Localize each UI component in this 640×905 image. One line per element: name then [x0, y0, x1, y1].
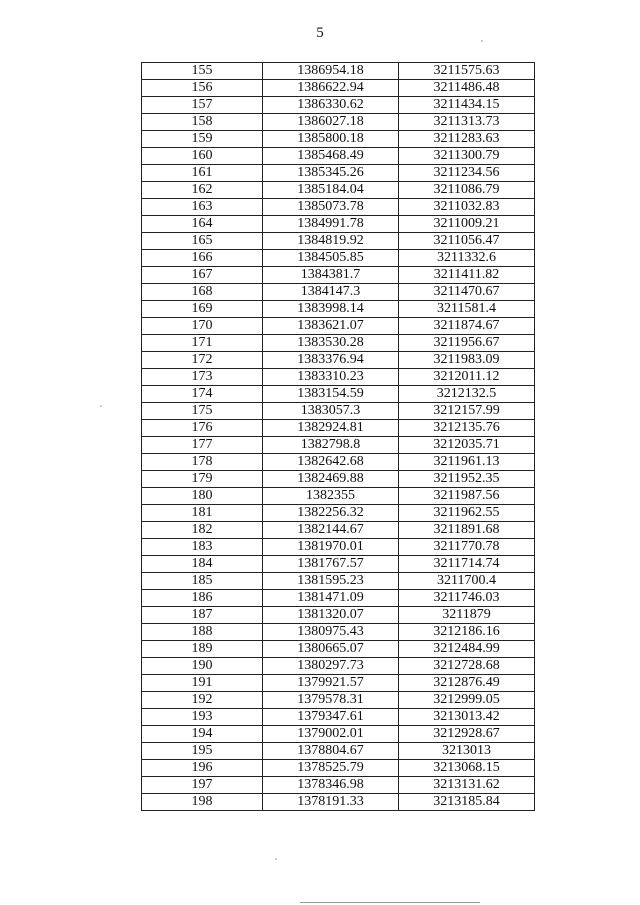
- table-row: [142, 607, 535, 624]
- point-number-cell: 160: [142, 148, 263, 165]
- point-number-cell: 164: [142, 216, 263, 233]
- table-row: [142, 675, 535, 692]
- y-coordinate-cell: 3213068.15: [399, 760, 535, 777]
- table-row: [142, 743, 535, 760]
- x-coordinate-cell: 1378191.33: [263, 794, 399, 811]
- table-row: [142, 216, 535, 233]
- y-coordinate-cell: 3212135.76: [399, 420, 535, 437]
- table-row: [142, 114, 535, 131]
- x-coordinate-cell: 1382642.68: [263, 454, 399, 471]
- point-number-cell: 167: [142, 267, 263, 284]
- x-coordinate-cell: 1379921.57: [263, 675, 399, 692]
- table-row: [142, 437, 535, 454]
- table-row: [142, 80, 535, 97]
- x-coordinate-cell: 1385184.04: [263, 182, 399, 199]
- x-coordinate-cell: 1383154.59: [263, 386, 399, 403]
- y-coordinate-cell: 3212011.12: [399, 369, 535, 386]
- table-row: [142, 726, 535, 743]
- point-number-cell: 191: [142, 675, 263, 692]
- table-row: [142, 420, 535, 437]
- point-number-cell: 172: [142, 352, 263, 369]
- scan-edge-line: [300, 902, 480, 903]
- table-row: [142, 182, 535, 199]
- y-coordinate-cell: 3211575.63: [399, 63, 535, 80]
- table-row: [142, 199, 535, 216]
- point-number-cell: 180: [142, 488, 263, 505]
- point-number-cell: 178: [142, 454, 263, 471]
- table-row: [142, 352, 535, 369]
- point-number-cell: 162: [142, 182, 263, 199]
- table-row: [142, 556, 535, 573]
- table-row: [142, 131, 535, 148]
- table-row: [142, 301, 535, 318]
- x-coordinate-cell: 1384147.3: [263, 284, 399, 301]
- x-coordinate-cell: 1385073.78: [263, 199, 399, 216]
- y-coordinate-cell: 3212928.67: [399, 726, 535, 743]
- x-coordinate-cell: 1382924.81: [263, 420, 399, 437]
- x-coordinate-cell: 1383376.94: [263, 352, 399, 369]
- point-number-cell: 171: [142, 335, 263, 352]
- y-coordinate-cell: 3212157.99: [399, 403, 535, 420]
- point-number-cell: 189: [142, 641, 263, 658]
- y-coordinate-cell: 3212186.16: [399, 624, 535, 641]
- table-row: [142, 250, 535, 267]
- x-coordinate-cell: 1381471.09: [263, 590, 399, 607]
- point-number-cell: 157: [142, 97, 263, 114]
- table-row: [142, 233, 535, 250]
- table-row: [142, 148, 535, 165]
- table-row: [142, 318, 535, 335]
- point-number-cell: 176: [142, 420, 263, 437]
- point-number-cell: 179: [142, 471, 263, 488]
- y-coordinate-cell: 3211700.4: [399, 573, 535, 590]
- y-coordinate-cell: 3211009.21: [399, 216, 535, 233]
- x-coordinate-cell: 1383310.23: [263, 369, 399, 386]
- point-number-cell: 170: [142, 318, 263, 335]
- table-row: [142, 505, 535, 522]
- table-row: [142, 777, 535, 794]
- x-coordinate-cell: 1385345.26: [263, 165, 399, 182]
- point-number-cell: 187: [142, 607, 263, 624]
- point-number-cell: 173: [142, 369, 263, 386]
- y-coordinate-cell: 3211714.74: [399, 556, 535, 573]
- scan-speck: [100, 405, 102, 407]
- x-coordinate-cell: 1386027.18: [263, 114, 399, 131]
- x-coordinate-cell: 1379347.61: [263, 709, 399, 726]
- point-number-cell: 188: [142, 624, 263, 641]
- point-number-cell: 159: [142, 131, 263, 148]
- x-coordinate-cell: 1385800.18: [263, 131, 399, 148]
- table-row: [142, 641, 535, 658]
- y-coordinate-cell: 3212876.49: [399, 675, 535, 692]
- y-coordinate-cell: 3212132.5: [399, 386, 535, 403]
- y-coordinate-cell: 3211300.79: [399, 148, 535, 165]
- x-coordinate-cell: 1384819.92: [263, 233, 399, 250]
- table-row: [142, 709, 535, 726]
- x-coordinate-cell: 1381767.57: [263, 556, 399, 573]
- y-coordinate-cell: 3211086.79: [399, 182, 535, 199]
- table-row: [142, 488, 535, 505]
- point-number-cell: 156: [142, 80, 263, 97]
- point-number-cell: 196: [142, 760, 263, 777]
- table-row: [142, 97, 535, 114]
- y-coordinate-cell: 3211470.67: [399, 284, 535, 301]
- coordinates-table: [141, 62, 535, 811]
- y-coordinate-cell: 3211956.67: [399, 335, 535, 352]
- table-row: [142, 794, 535, 811]
- point-number-cell: 165: [142, 233, 263, 250]
- table-row: [142, 522, 535, 539]
- point-number-cell: 193: [142, 709, 263, 726]
- table-row: [142, 386, 535, 403]
- y-coordinate-cell: 3213131.62: [399, 777, 535, 794]
- table-row: [142, 590, 535, 607]
- point-number-cell: 155: [142, 63, 263, 80]
- y-coordinate-cell: 3211032.83: [399, 199, 535, 216]
- scan-speck: [275, 858, 277, 860]
- y-coordinate-cell: 3211234.56: [399, 165, 535, 182]
- x-coordinate-cell: 1383621.07: [263, 318, 399, 335]
- x-coordinate-cell: 1382256.32: [263, 505, 399, 522]
- point-number-cell: 166: [142, 250, 263, 267]
- table-row: [142, 369, 535, 386]
- y-coordinate-cell: 3211581.4: [399, 301, 535, 318]
- point-number-cell: 194: [142, 726, 263, 743]
- x-coordinate-cell: 1379578.31: [263, 692, 399, 709]
- y-coordinate-cell: 3211983.09: [399, 352, 535, 369]
- table-row: [142, 539, 535, 556]
- y-coordinate-cell: 3211874.67: [399, 318, 535, 335]
- x-coordinate-cell: 1384991.78: [263, 216, 399, 233]
- point-number-cell: 192: [142, 692, 263, 709]
- x-coordinate-cell: 1386622.94: [263, 80, 399, 97]
- y-coordinate-cell: 3212035.71: [399, 437, 535, 454]
- x-coordinate-cell: 1382798.8: [263, 437, 399, 454]
- table-row: [142, 658, 535, 675]
- point-number-cell: 158: [142, 114, 263, 131]
- point-number-cell: 198: [142, 794, 263, 811]
- y-coordinate-cell: 3211962.55: [399, 505, 535, 522]
- x-coordinate-cell: 1386954.18: [263, 63, 399, 80]
- point-number-cell: 174: [142, 386, 263, 403]
- y-coordinate-cell: 3211987.56: [399, 488, 535, 505]
- point-number-cell: 183: [142, 539, 263, 556]
- x-coordinate-cell: 1381320.07: [263, 607, 399, 624]
- point-number-cell: 182: [142, 522, 263, 539]
- y-coordinate-cell: 3211411.82: [399, 267, 535, 284]
- table-row: [142, 63, 535, 80]
- table-row: [142, 624, 535, 641]
- x-coordinate-cell: 1380297.73: [263, 658, 399, 675]
- table-row: [142, 403, 535, 420]
- point-number-cell: 181: [142, 505, 263, 522]
- y-coordinate-cell: 3213185.84: [399, 794, 535, 811]
- y-coordinate-cell: 3211952.35: [399, 471, 535, 488]
- y-coordinate-cell: 3211891.68: [399, 522, 535, 539]
- table-row: [142, 573, 535, 590]
- y-coordinate-cell: 3213013.42: [399, 709, 535, 726]
- y-coordinate-cell: 3211879: [399, 607, 535, 624]
- y-coordinate-cell: 3213013: [399, 743, 535, 760]
- x-coordinate-cell: 1382355: [263, 488, 399, 505]
- x-coordinate-cell: 1381595.23: [263, 573, 399, 590]
- x-coordinate-cell: 1378804.67: [263, 743, 399, 760]
- point-number-cell: 186: [142, 590, 263, 607]
- table-row: [142, 267, 535, 284]
- point-number-cell: 168: [142, 284, 263, 301]
- y-coordinate-cell: 3211283.63: [399, 131, 535, 148]
- y-coordinate-cell: 3211746.03: [399, 590, 535, 607]
- point-number-cell: 190: [142, 658, 263, 675]
- table-row: [142, 284, 535, 301]
- y-coordinate-cell: 3211332.6: [399, 250, 535, 267]
- x-coordinate-cell: 1382144.67: [263, 522, 399, 539]
- y-coordinate-cell: 3211961.13: [399, 454, 535, 471]
- x-coordinate-cell: 1381970.01: [263, 539, 399, 556]
- point-number-cell: 184: [142, 556, 263, 573]
- y-coordinate-cell: 3212999.05: [399, 692, 535, 709]
- point-number-cell: 197: [142, 777, 263, 794]
- table-row: [142, 471, 535, 488]
- table-row: [142, 760, 535, 777]
- y-coordinate-cell: 3211770.78: [399, 539, 535, 556]
- page-number: 5: [316, 25, 324, 41]
- x-coordinate-cell: 1379002.01: [263, 726, 399, 743]
- x-coordinate-cell: 1380665.07: [263, 641, 399, 658]
- point-number-cell: 161: [142, 165, 263, 182]
- point-number-cell: 163: [142, 199, 263, 216]
- x-coordinate-cell: 1384505.85: [263, 250, 399, 267]
- x-coordinate-cell: 1378346.98: [263, 777, 399, 794]
- y-coordinate-cell: 3212484.99: [399, 641, 535, 658]
- x-coordinate-cell: 1378525.79: [263, 760, 399, 777]
- x-coordinate-cell: 1380975.43: [263, 624, 399, 641]
- point-number-cell: 169: [142, 301, 263, 318]
- x-coordinate-cell: 1385468.49: [263, 148, 399, 165]
- x-coordinate-cell: 1383998.14: [263, 301, 399, 318]
- point-number-cell: 175: [142, 403, 263, 420]
- y-coordinate-cell: 3211313.73: [399, 114, 535, 131]
- coordinates-table-body: [142, 63, 535, 811]
- table-row: [142, 454, 535, 471]
- x-coordinate-cell: 1384381.7: [263, 267, 399, 284]
- x-coordinate-cell: 1383530.28: [263, 335, 399, 352]
- x-coordinate-cell: 1386330.62: [263, 97, 399, 114]
- table-row: [142, 335, 535, 352]
- point-number-cell: 195: [142, 743, 263, 760]
- scan-speck: [481, 40, 483, 42]
- y-coordinate-cell: 3211056.47: [399, 233, 535, 250]
- y-coordinate-cell: 3211486.48: [399, 80, 535, 97]
- table-row: [142, 165, 535, 182]
- x-coordinate-cell: 1382469.88: [263, 471, 399, 488]
- y-coordinate-cell: 3211434.15: [399, 97, 535, 114]
- point-number-cell: 185: [142, 573, 263, 590]
- point-number-cell: 177: [142, 437, 263, 454]
- x-coordinate-cell: 1383057.3: [263, 403, 399, 420]
- y-coordinate-cell: 3212728.68: [399, 658, 535, 675]
- table-row: [142, 692, 535, 709]
